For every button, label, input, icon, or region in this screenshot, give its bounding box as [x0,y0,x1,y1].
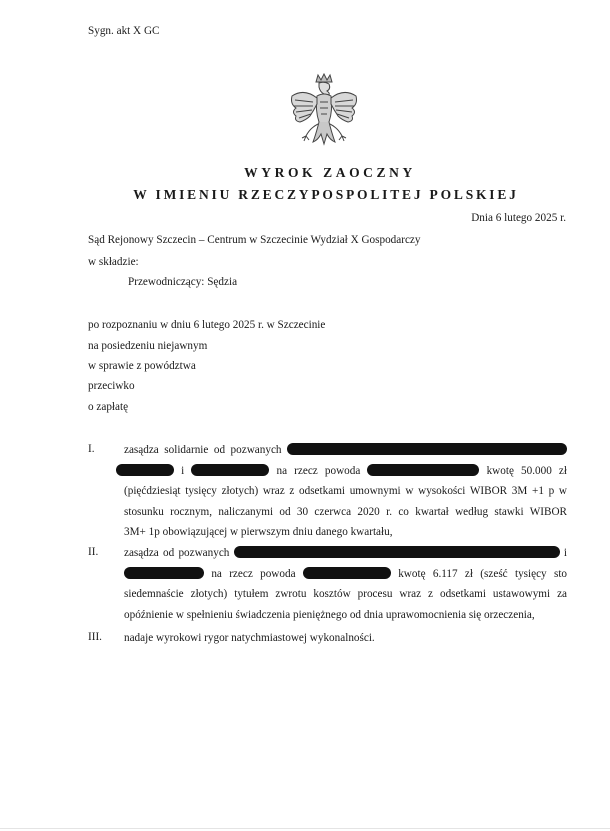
judgment-subtitle: W IMIENIU RZECZYPOSPOLITEJ POLSKIEJ [133,187,519,202]
ruling-line: opóźnienie w spełnieniu świadczenia pieniężnego od dnia uprawomocnienia się orzeczenia, [124,608,535,621]
ruling-3 [124,628,567,649]
case-info-line: na posiedzeniu niejawnym [88,340,208,352]
ruling-line: nadaje wyrokowi rygor natychmiastowej wykonalności. [124,632,375,644]
ruling-line [124,440,567,461]
redaction-bar [124,567,204,579]
court-name: Sąd Rejonowy Szczecin – Centrum w Szczecinie Wydział X Gospodarczy [88,234,421,246]
redaction-bar [367,464,479,476]
ruling-number: III. [88,631,102,643]
ruling-text: kwotę 50.000 zł [486,464,567,477]
ruling-line: stosunku rocznym, naliczanymi od 30 czerwca 2020 r. co kwartał według stawki WIBOR [124,505,567,518]
redaction-bar [287,443,567,455]
redaction-bar [191,464,269,476]
page-edge [0,828,610,829]
ruling-line [124,564,567,585]
judgment-title: WYROK ZAOCZNY [244,165,416,180]
redaction-bar [303,567,391,579]
ruling-text: na rzecz powoda [276,464,361,477]
case-info-line: w sprawie z powództwa [88,360,196,372]
ruling-line: (pięćdziesiąt tysięcy złotych) wraz z odsetkami umownymi w wysokości WIBOR 3M +1 p w [124,485,567,498]
ruling-1 [124,440,567,543]
case-info-line: o zapłatę [88,401,129,413]
ruling-text: kwotę 6.117 zł (sześć tysięcy sto [398,567,568,580]
ruling-line [124,461,567,482]
ruling-number: II. [88,546,99,558]
ruling-text: zasądza solidarnie od pozwanych [124,444,282,456]
case-signature: Sygn. akt X GC [88,25,160,37]
judgment-date: Dnia 6 lutego 2025 r. [471,212,566,224]
composition-chair: Przewodniczący: Sędzia [128,276,238,288]
ruling-line: siedemnaście złotych) tytułem zwrotu kosztów procesu wraz z odsetkami ustawowymi za [124,588,567,601]
ruling-text: na rzecz powoda [211,567,296,580]
ruling-line: 3M+ 1p obowiązującej w pierwszym dniu danego kwartału, [124,526,393,539]
composition-label: w składzie: [88,256,139,268]
redaction-bar [116,464,174,476]
case-info-line: po rozpoznaniu w dniu 6 lutego 2025 r. w Szczecinie [88,319,326,331]
ruling-text: i [181,464,185,477]
ruling-text: i [563,547,568,559]
ruling-text: zasądza od pozwanych [124,547,230,559]
polish-eagle-icon [286,72,362,154]
case-info-line: przeciwko [88,380,135,392]
ruling-2 [124,543,567,625]
redaction-bar [234,546,560,558]
ruling-number: I. [88,443,95,455]
ruling-line [124,543,567,564]
